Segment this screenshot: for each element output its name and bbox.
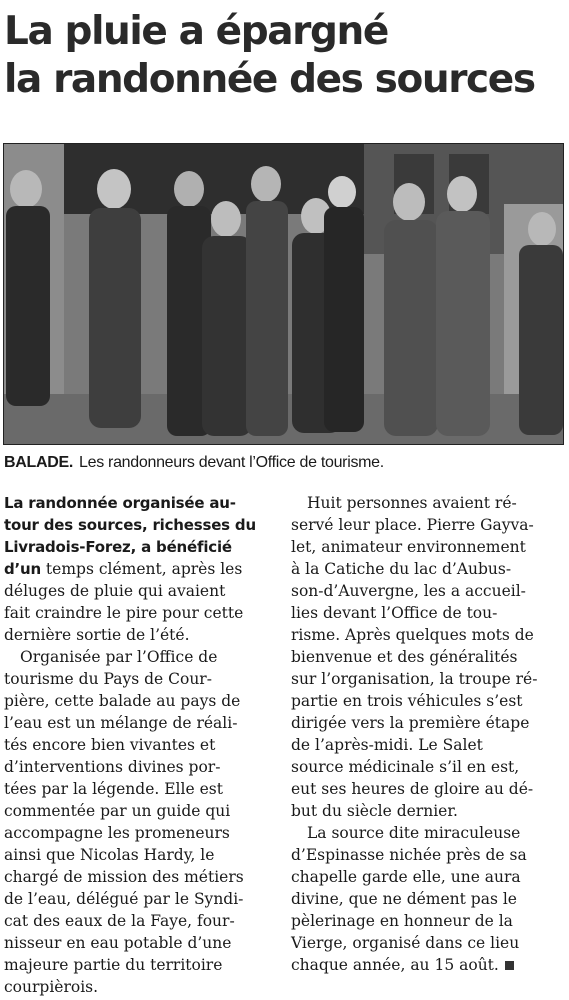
body-line: fait craindre le pire pour cette xyxy=(4,604,244,622)
body-line: bienvenue et des généralités xyxy=(291,648,518,666)
body-line: let, animateur environnement xyxy=(291,538,526,556)
lead-line-mixed xyxy=(4,558,272,580)
body-line: commentée par un guide qui xyxy=(4,802,231,820)
article-left-column xyxy=(4,492,272,998)
body-line: lies devant l’Office de tou- xyxy=(291,604,498,622)
body-line: l’eau est un mélange de réali- xyxy=(4,714,238,732)
body-line: servé leur place. Pierre Gayva- xyxy=(291,516,534,534)
headline-line-2: la randonnée des sources xyxy=(4,57,535,102)
headline-line-1: La pluie a épargné xyxy=(4,9,388,54)
lead-line: tour des sources, richesses du xyxy=(4,516,256,534)
lead-mixed-rest: temps clément, après les xyxy=(41,560,243,578)
body-line: de l’après-midi. Le Salet xyxy=(291,736,483,754)
body-line: dernière sortie de l’été. xyxy=(4,626,190,644)
article-right-column xyxy=(291,492,563,976)
body-line: d’Espinasse nichée près de sa xyxy=(291,846,527,864)
body-line: but du siècle dernier. xyxy=(291,802,458,820)
body-line: chargé de mission des métiers xyxy=(4,868,244,886)
last-line xyxy=(291,954,563,976)
body-line: ainsi que Nicolas Hardy, le xyxy=(4,846,215,864)
end-of-article-icon xyxy=(505,961,514,970)
body-line: pèlerinage en honneur de la xyxy=(291,912,513,930)
headline xyxy=(4,8,565,104)
body-line: tourisme du Pays de Cour- xyxy=(4,670,212,688)
body-line: nisseur en eau potable d’une xyxy=(4,934,232,952)
body-line: majeure partie du territoire xyxy=(4,956,223,974)
body-line: divine, que ne dément pas le xyxy=(291,890,517,908)
body-line: Vierge, organisé dans ce lieu xyxy=(291,934,520,952)
caption-text: Les randonneurs devant l’Office de tourisme. xyxy=(79,454,384,471)
body-line: tés encore bien vivantes et xyxy=(4,736,216,754)
body-line: sur l’organisation, la troupe ré- xyxy=(291,670,538,688)
body-line: à la Catiche du lac d’Aubus- xyxy=(291,560,512,578)
body-line: déluges de pluie qui avaient xyxy=(4,582,226,600)
body-line: accompagne les promeneurs xyxy=(4,824,230,842)
photo-caption xyxy=(4,453,564,473)
body-line: chapelle garde elle, une aura xyxy=(291,868,521,886)
body-line: d’interventions divines por- xyxy=(4,758,221,776)
body-line: Huit personnes avaient ré- xyxy=(307,494,517,512)
body-line: La source dite miraculeuse xyxy=(307,824,521,842)
group-photo-icon xyxy=(4,144,563,444)
lead-line: Livradois-Forez, a bénéficié xyxy=(4,538,232,556)
body-line: son-d’Auvergne, les a accueil- xyxy=(291,582,526,600)
group-photo xyxy=(3,143,564,445)
lead-line: La randonnée organisée au- xyxy=(4,494,236,512)
last-line-text: chaque année, au 15 août. xyxy=(291,956,499,974)
body-line: risme. Après quelques mots de xyxy=(291,626,534,644)
body-line: Organisée par l’Office de xyxy=(20,648,218,666)
body-line: partie en trois véhicules s’est xyxy=(291,692,523,710)
body-line: source médicinale s’il en est, xyxy=(291,758,520,776)
body-line: pière, cette balade au pays de xyxy=(4,692,241,710)
body-line: tées par la légende. Elle est xyxy=(4,780,223,798)
body-line: courpièrois. xyxy=(4,978,99,996)
body-line: dirigée vers la première étape xyxy=(291,714,530,732)
body-line: eut ses heures de gloire au dé- xyxy=(291,780,534,798)
caption-tag: BALADE. xyxy=(4,454,74,471)
lead-mixed-bold: d’un xyxy=(4,560,41,578)
body-line: cat des eaux de la Faye, four- xyxy=(4,912,235,930)
body-line: de l’eau, délégué par le Syndi- xyxy=(4,890,244,908)
